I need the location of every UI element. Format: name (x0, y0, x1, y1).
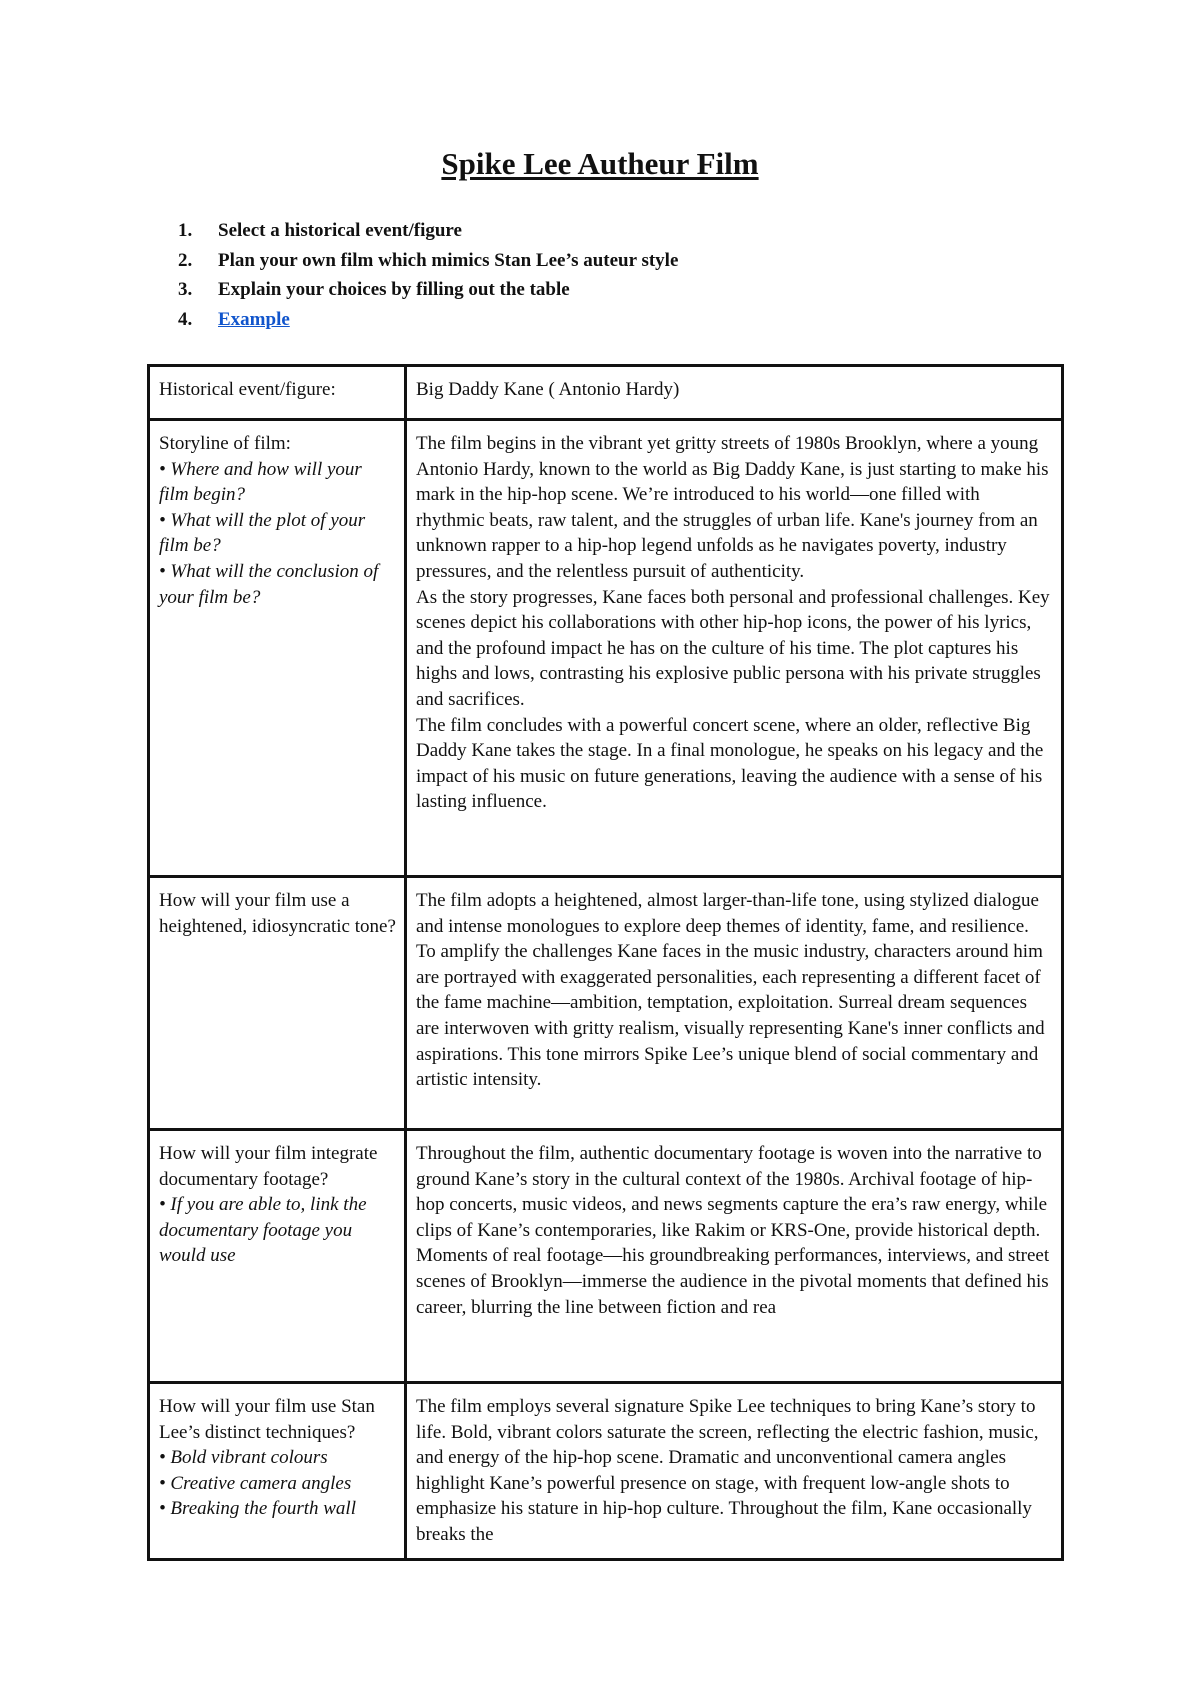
instruction-step (178, 246, 678, 276)
instruction-step (178, 275, 678, 305)
step-number: 1. (178, 220, 193, 241)
answer-text: Big Daddy Kane ( Antonio Hardy) (416, 379, 680, 400)
answer-cell (406, 877, 1063, 1130)
answer-cell (406, 1130, 1063, 1383)
answer-cell (406, 366, 1063, 420)
question-label: Storyline of film: (159, 433, 291, 454)
answer-paragraph: The film adopts a heightened, almost larger-than-life tone, using stylized dialogue and intense monologues to explore deep themes of identity, fame, and resilience. To amplify the challenges Kane faces in the music industry, characters around him are portrayed with exaggerated personalities, each representing a different facet of the fame machine—ambition, temptation, exploitation. Surreal dream sequences are interwoven with gritty realism, visually representing Kane's inner conflicts and aspirations. This tone mirrors Spike Lee’s unique blend of social commentary and artistic intensity. (416, 890, 1045, 1091)
question-cell (149, 366, 406, 420)
table-row (149, 1383, 1063, 1560)
film-plan-table (147, 364, 1064, 1561)
example-link[interactable]: Example (218, 308, 290, 330)
step-number: 4. (178, 308, 193, 330)
question-prompt: • Bold vibrant colours (159, 1447, 328, 1469)
question-prompt: • If you are able to, link the documentary footage you would use (159, 1194, 367, 1267)
question-prompt: • Where and how will your film begin? (159, 458, 362, 506)
question-prompt: • Breaking the fourth wall (159, 1498, 356, 1520)
answer-cell (406, 420, 1063, 877)
step-number: 3. (178, 279, 193, 300)
question-prompt: • Creative camera angles (159, 1472, 352, 1494)
answer-paragraph: Throughout the film, authentic documentary footage is woven into the narrative to ground Kane’s story in the cultural context of the 1980s. Archival footage of hip-hop concerts, music videos, and news segments capture the era’s raw energy, while clips of Kane’s contemporaries, like Rakim or KRS-One, provide historical depth. Moments of real footage—his groundbreaking performances, interviews, and street scenes of Brooklyn—immerse the audience in the pivotal moments that defined his career, blurring the line between fiction and rea (416, 1143, 1050, 1318)
answer-cell (406, 1383, 1063, 1560)
answer-paragraph: The film concludes with a powerful concert scene, where an older, reflective Big Daddy Kane takes the stage. In a final monologue, he speaks on his legacy and the impact of his music on future generations, leaving the audience with a sense of his lasting influence. (416, 714, 1044, 813)
table-row (149, 366, 1063, 420)
step-text: Plan your own film which mimics Stan Lee’s auteur style (218, 249, 679, 271)
step-text: Select a historical event/figure (218, 220, 462, 241)
step-number: 2. (178, 249, 193, 271)
step-text: Explain your choices by filling out the table (218, 279, 570, 300)
answer-paragraph: As the story progresses, Kane faces both personal and professional challenges. Key scenes depict his collaborations with other hip-hop icons, the power of his lyrics, and the profound impact he has on the culture of his time. The plot captures his highs and lows, contrasting his explosive public persona with his private struggles and sacrifices. (416, 586, 1050, 710)
answer-paragraph: The film employs several signature Spike Lee techniques to bring Kane’s story to life. Bold, vibrant colors saturate the screen, reflecting the electric fashion, music, and energy of the hip-hop scene. Dramatic and unconventional camera angles highlight Kane’s powerful presence on stage, with frequent low-angle shots to emphasize his stature in hip-hop culture. Throughout the film, Kane occasionally breaks the (416, 1396, 1039, 1545)
question-cell (149, 1383, 406, 1560)
answer-paragraph: The film begins in the vibrant yet gritty streets of 1980s Brooklyn, where a young Antonio Hardy, known to the world as Big Daddy Kane, is just starting to make his mark in the hip-hop scene. We’re introduced to his world—one filled with rhythmic beats, raw talent, and the struggles of urban life. Kane's journey from an unknown rapper to a hip-hop legend unfolds as he navigates poverty, industry pressures, and the relentless pursuit of authenticity. (416, 433, 1049, 582)
question-prompt: • What will the conclusion of your film be? (159, 560, 379, 608)
table-row (149, 1130, 1063, 1383)
document-title: Spike Lee Autheur Film (441, 146, 759, 181)
question-label: How will your film use a heightened, idiosyncratic tone? (159, 890, 396, 937)
question-label: How will your film integrate documentary footage? (159, 1143, 378, 1190)
question-cell (149, 420, 406, 877)
table-row (149, 420, 1063, 877)
instruction-step (178, 216, 678, 246)
table-row (149, 877, 1063, 1130)
question-prompt: • What will the plot of your film be? (159, 509, 366, 557)
question-cell (149, 877, 406, 1130)
question-cell (149, 1130, 406, 1383)
instruction-list (178, 216, 678, 334)
question-label: How will your film use Stan Lee’s distinct techniques? (159, 1396, 375, 1443)
question-label: Historical event/figure: (159, 379, 336, 400)
instruction-step (178, 305, 678, 335)
